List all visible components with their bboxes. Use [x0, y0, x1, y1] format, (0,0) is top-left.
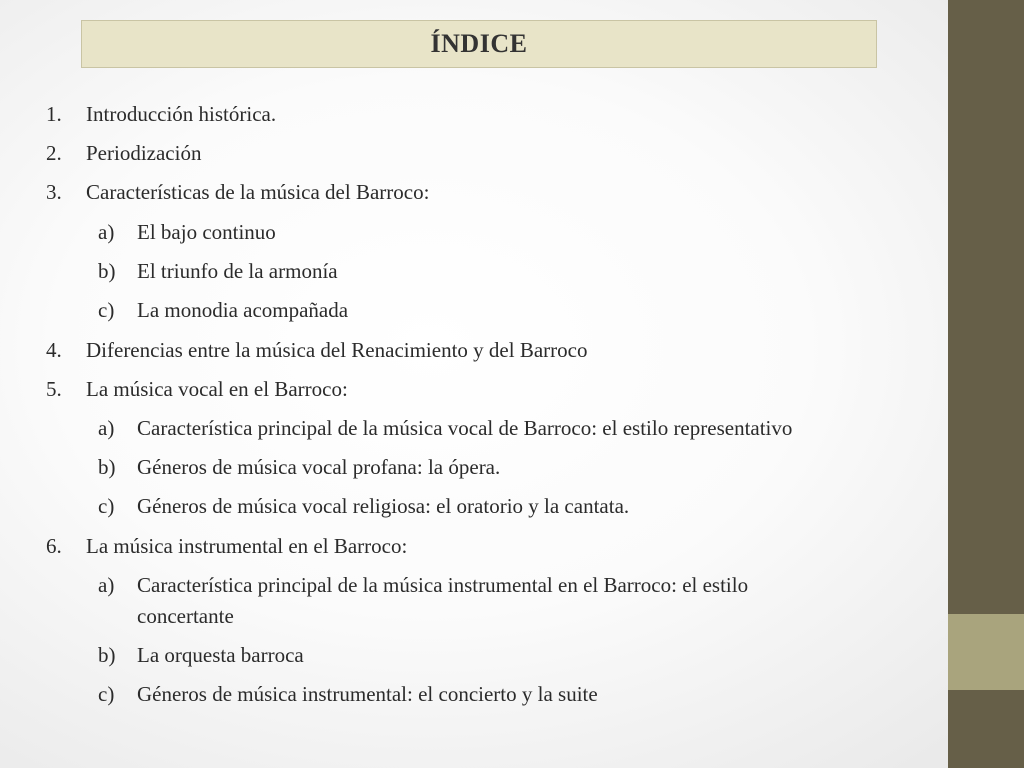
sub-item-letter: a)	[98, 220, 115, 244]
sub-item-text-continuation: concertante	[137, 604, 234, 628]
sub-item-text: Géneros de música instrumental: el concierto y la suite	[137, 682, 598, 706]
sub-item-letter: b)	[98, 643, 116, 667]
sub-item-text: Característica principal de la música vocal de Barroco: el estilo representativo	[137, 416, 793, 440]
sub-item-text: Géneros de música vocal religiosa: el oratorio y la cantata.	[137, 494, 630, 518]
sub-item-text: El bajo continuo	[137, 220, 276, 244]
item-text: La música vocal en el Barroco:	[86, 377, 348, 401]
sub-item-letter: a)	[98, 416, 115, 440]
item-text: Características de la música del Barroco:	[86, 180, 430, 204]
sub-item-letter: b)	[98, 259, 116, 283]
sub-item-text: Géneros de música vocal profana: la ópera.	[137, 455, 501, 479]
sub-item-text: La monodia acompañada	[137, 298, 349, 322]
item-text: Introducción histórica.	[86, 102, 277, 126]
item-number: 1.	[46, 102, 62, 126]
sub-item-letter: c)	[98, 682, 115, 706]
item-number: 3.	[46, 180, 62, 204]
slide-title: ÍNDICE	[430, 29, 528, 58]
sub-item-letter: c)	[98, 298, 115, 322]
item-text: La música instrumental en el Barroco:	[86, 534, 408, 558]
item-text: Diferencias entre la música del Renacimiento y del Barroco	[86, 338, 588, 362]
item-number: 2.	[46, 141, 62, 165]
side-accent-block	[948, 614, 1024, 690]
sub-item-text: Característica principal de la música instrumental en el Barroco: el estilo	[137, 573, 749, 597]
item-text: Periodización	[86, 141, 202, 165]
sub-item-letter: b)	[98, 455, 116, 479]
sub-item-text: La orquesta barroca	[137, 643, 304, 667]
sub-item-letter: a)	[98, 573, 115, 597]
sub-item-letter: c)	[98, 494, 115, 518]
sub-item-text: El triunfo de la armonía	[137, 259, 338, 283]
item-number: 4.	[46, 338, 62, 362]
item-number: 6.	[46, 534, 62, 558]
item-number: 5.	[46, 377, 62, 401]
